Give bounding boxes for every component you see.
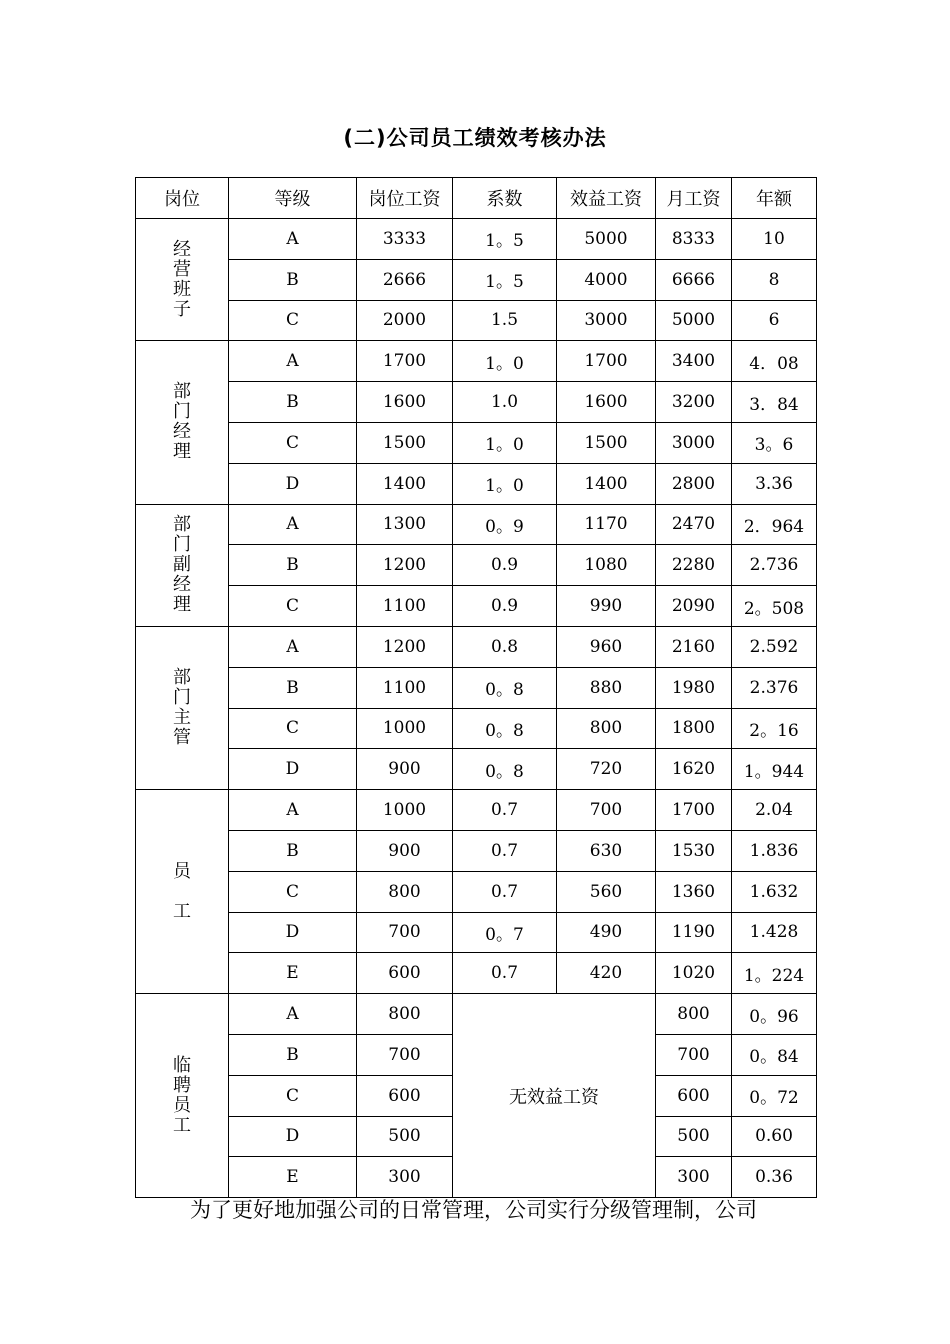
grade-cell: B	[229, 667, 357, 708]
annual-cell: 0。72	[732, 1075, 817, 1116]
grade-cell: A	[229, 790, 357, 831]
monthly-salary-cell: 2800	[656, 463, 732, 504]
grade-cell: C	[229, 708, 357, 749]
group-label	[136, 219, 229, 341]
bonus-salary-cell: 990	[557, 586, 656, 627]
annual-cell: 1.428	[732, 912, 817, 953]
annual-cell: 8	[732, 259, 817, 300]
bonus-salary-cell: 3000	[557, 300, 656, 341]
table-row	[136, 994, 817, 1035]
grade-cell: B	[229, 382, 357, 423]
grade-cell: A	[229, 504, 357, 545]
post-salary-cell: 300	[357, 1157, 453, 1198]
group-label	[136, 626, 229, 789]
monthly-salary-cell: 6666	[656, 259, 732, 300]
monthly-salary-cell: 500	[656, 1116, 732, 1157]
table-row	[136, 626, 817, 667]
bonus-salary-cell: 720	[557, 749, 656, 790]
annual-cell: 6	[732, 300, 817, 341]
table-row	[136, 830, 817, 871]
post-salary-cell: 1400	[357, 463, 453, 504]
group-label	[136, 504, 229, 626]
table-row	[136, 790, 817, 831]
annual-cell: 2.376	[732, 667, 817, 708]
annual-cell: 2。16	[732, 708, 817, 749]
table-row	[136, 545, 817, 586]
monthly-salary-cell: 300	[656, 1157, 732, 1198]
group-label	[136, 790, 229, 994]
grade-cell: C	[229, 300, 357, 341]
grade-cell: B	[229, 259, 357, 300]
monthly-salary-cell: 2280	[656, 545, 732, 586]
page-title: (二)公司员工绩效考核办法	[343, 126, 607, 150]
bonus-salary-cell: 1600	[557, 382, 656, 423]
bonus-salary-cell: 5000	[557, 219, 656, 260]
header-annual: 年额	[732, 178, 817, 219]
post-salary-cell: 2000	[357, 300, 453, 341]
post-salary-cell: 1000	[357, 790, 453, 831]
table-row	[136, 749, 817, 790]
bonus-salary-cell: 560	[557, 871, 656, 912]
monthly-salary-cell: 3200	[656, 382, 732, 423]
post-salary-cell: 1200	[357, 626, 453, 667]
annual-cell: 0.36	[732, 1157, 817, 1198]
monthly-salary-cell: 2470	[656, 504, 732, 545]
post-salary-cell: 600	[357, 1075, 453, 1116]
group-label	[136, 994, 229, 1198]
table-body	[136, 219, 817, 1198]
monthly-salary-cell: 3000	[656, 422, 732, 463]
table-row	[136, 341, 817, 382]
grade-cell: C	[229, 1075, 357, 1116]
grade-cell: E	[229, 1157, 357, 1198]
bonus-salary-cell: 1500	[557, 422, 656, 463]
post-salary-cell: 600	[357, 953, 453, 994]
group-label-text: 员工	[173, 860, 191, 922]
post-salary-cell: 800	[357, 994, 453, 1035]
table-row	[136, 422, 817, 463]
bonus-salary-cell: 490	[557, 912, 656, 953]
annual-cell: 2.736	[732, 545, 817, 586]
no-bonus-cell: 无效益工资	[453, 994, 656, 1198]
monthly-salary-cell: 2160	[656, 626, 732, 667]
table-row	[136, 219, 817, 260]
coefficient-cell: 1。0	[453, 463, 557, 504]
monthly-salary-cell: 1800	[656, 708, 732, 749]
table-row	[136, 463, 817, 504]
annual-cell: 2.592	[732, 626, 817, 667]
monthly-salary-cell: 3400	[656, 341, 732, 382]
post-salary-cell: 900	[357, 830, 453, 871]
post-salary-cell: 800	[357, 871, 453, 912]
annual-cell: 1.836	[732, 830, 817, 871]
grade-cell: A	[229, 626, 357, 667]
body-paragraph: 为了更好地加强公司的日常管理，公司实行分级管理制，公司	[190, 1198, 757, 1222]
bonus-salary-cell: 700	[557, 790, 656, 831]
post-salary-cell: 1300	[357, 504, 453, 545]
grade-cell: D	[229, 749, 357, 790]
annual-cell: 2。508	[732, 586, 817, 627]
coefficient-cell: 1。5	[453, 219, 557, 260]
table-row	[136, 871, 817, 912]
bonus-salary-cell: 1170	[557, 504, 656, 545]
post-salary-cell: 900	[357, 749, 453, 790]
monthly-salary-cell: 1190	[656, 912, 732, 953]
table-row	[136, 259, 817, 300]
grade-cell: D	[229, 463, 357, 504]
bonus-salary-cell: 4000	[557, 259, 656, 300]
annual-cell: 0。96	[732, 994, 817, 1035]
annual-cell: 0。84	[732, 1034, 817, 1075]
header-post-salary: 岗位工资	[357, 178, 453, 219]
grade-cell: B	[229, 545, 357, 586]
post-salary-cell: 1100	[357, 586, 453, 627]
post-salary-cell: 1100	[357, 667, 453, 708]
header-position: 岗位	[136, 178, 229, 219]
annual-cell: 4．08	[732, 341, 817, 382]
header-monthly-salary: 月工资	[656, 178, 732, 219]
grade-cell: A	[229, 219, 357, 260]
monthly-salary-cell: 2090	[656, 586, 732, 627]
header-bonus-salary: 效益工资	[557, 178, 656, 219]
bonus-salary-cell: 800	[557, 708, 656, 749]
coefficient-cell: 0.7	[453, 830, 557, 871]
coefficient-cell: 1.0	[453, 382, 557, 423]
grade-cell: A	[229, 341, 357, 382]
bonus-salary-cell: 420	[557, 953, 656, 994]
salary-table	[135, 177, 817, 1198]
post-salary-cell: 1500	[357, 422, 453, 463]
bonus-salary-cell: 1080	[557, 545, 656, 586]
post-salary-cell: 1200	[357, 545, 453, 586]
annual-cell: 3.36	[732, 463, 817, 504]
monthly-salary-cell: 800	[656, 994, 732, 1035]
coefficient-cell: 0。7	[453, 912, 557, 953]
coefficient-cell: 0。9	[453, 504, 557, 545]
group-label-text: 部门副经理	[173, 514, 191, 616]
monthly-salary-cell: 1020	[656, 953, 732, 994]
coefficient-cell: 1。0	[453, 422, 557, 463]
annual-cell: 2.04	[732, 790, 817, 831]
monthly-salary-cell: 8333	[656, 219, 732, 260]
monthly-salary-cell: 1700	[656, 790, 732, 831]
table-row	[136, 382, 817, 423]
post-salary-cell: 1700	[357, 341, 453, 382]
coefficient-cell: 0。8	[453, 667, 557, 708]
coefficient-cell: 0.7	[453, 790, 557, 831]
table-row	[136, 912, 817, 953]
grade-cell: C	[229, 422, 357, 463]
post-salary-cell: 1000	[357, 708, 453, 749]
grade-cell: C	[229, 586, 357, 627]
coefficient-cell: 0.7	[453, 871, 557, 912]
post-salary-cell: 3333	[357, 219, 453, 260]
coefficient-cell: 0.7	[453, 953, 557, 994]
post-salary-cell: 700	[357, 1034, 453, 1075]
coefficient-cell: 0.8	[453, 626, 557, 667]
table-row	[136, 300, 817, 341]
coefficient-cell: 0.9	[453, 586, 557, 627]
monthly-salary-cell: 1620	[656, 749, 732, 790]
coefficient-cell: 0。8	[453, 749, 557, 790]
monthly-salary-cell: 600	[656, 1075, 732, 1116]
post-salary-cell: 500	[357, 1116, 453, 1157]
grade-cell: D	[229, 1116, 357, 1157]
grade-cell: D	[229, 912, 357, 953]
coefficient-cell: 0.9	[453, 545, 557, 586]
grade-cell: B	[229, 1034, 357, 1075]
annual-cell: 3．84	[732, 382, 817, 423]
grade-cell: E	[229, 953, 357, 994]
annual-cell: 10	[732, 219, 817, 260]
annual-cell: 1。224	[732, 953, 817, 994]
table-row	[136, 586, 817, 627]
bonus-salary-cell: 1700	[557, 341, 656, 382]
table-row	[136, 953, 817, 994]
group-label-text: 部门经理	[173, 381, 191, 463]
bonus-salary-cell: 880	[557, 667, 656, 708]
bonus-salary-cell: 630	[557, 830, 656, 871]
grade-cell: C	[229, 871, 357, 912]
post-salary-cell: 2666	[357, 259, 453, 300]
header-coefficient: 系数	[453, 178, 557, 219]
post-salary-cell: 1600	[357, 382, 453, 423]
header-grade: 等级	[229, 178, 357, 219]
post-salary-cell: 700	[357, 912, 453, 953]
table-header-row	[136, 178, 817, 219]
coefficient-cell: 1.5	[453, 300, 557, 341]
annual-cell: 2．964	[732, 504, 817, 545]
table-row	[136, 504, 817, 545]
monthly-salary-cell: 5000	[656, 300, 732, 341]
group-label-text: 临聘员工	[173, 1054, 191, 1136]
monthly-salary-cell: 1530	[656, 830, 732, 871]
annual-cell: 1.632	[732, 871, 817, 912]
table-row	[136, 708, 817, 749]
group-label-text: 经营班子	[173, 238, 191, 320]
monthly-salary-cell: 700	[656, 1034, 732, 1075]
bonus-salary-cell: 1400	[557, 463, 656, 504]
grade-cell: B	[229, 830, 357, 871]
coefficient-cell: 1。5	[453, 259, 557, 300]
grade-cell: A	[229, 994, 357, 1035]
monthly-salary-cell: 1980	[656, 667, 732, 708]
coefficient-cell: 0。8	[453, 708, 557, 749]
annual-cell: 0.60	[732, 1116, 817, 1157]
annual-cell: 1。944	[732, 749, 817, 790]
bonus-salary-cell: 960	[557, 626, 656, 667]
coefficient-cell: 1。0	[453, 341, 557, 382]
group-label-text: 部门主管	[173, 667, 191, 749]
group-label	[136, 341, 229, 504]
monthly-salary-cell: 1360	[656, 871, 732, 912]
annual-cell: 3。6	[732, 422, 817, 463]
table-row	[136, 667, 817, 708]
